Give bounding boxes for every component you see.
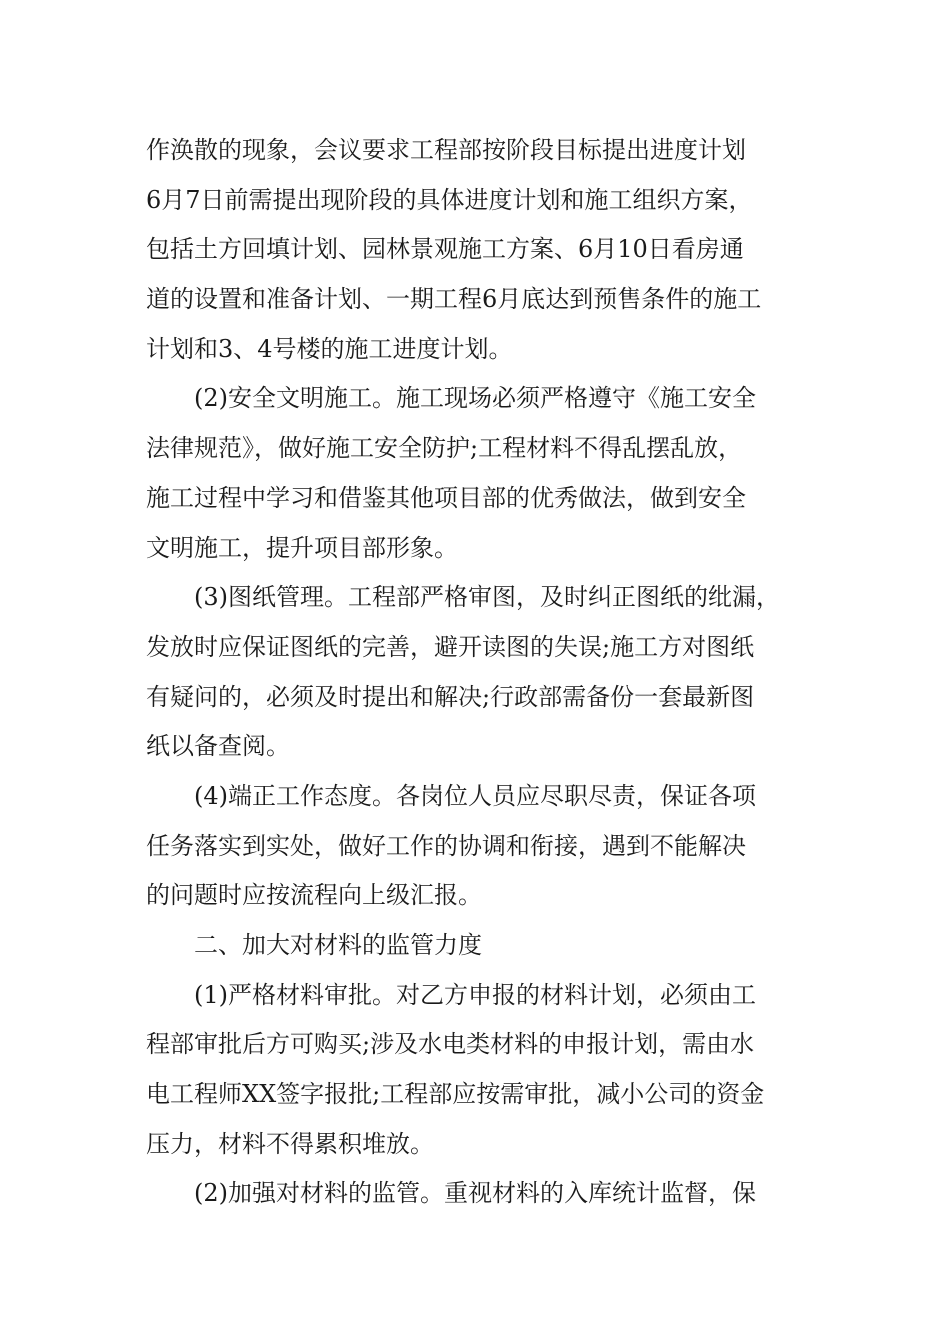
text-line: 施工过程中学习和借鉴其他项目部的优秀做法，做到安全: [146, 483, 746, 512]
text-line: 有疑问的，必须及时提出和解决;行政部需备份一套最新图: [146, 682, 755, 711]
text-line: 道的设置和准备计划、一期工程6月底达到预售条件的施工: [146, 285, 762, 314]
text-line: 任务落实到实处，做好工作的协调和衔接，遇到不能解决: [146, 831, 746, 860]
text-line: 6月7日前需提出现阶段的具体进度计划和施工组织方案，: [146, 185, 753, 214]
text-line: 纸以备查阅。: [146, 732, 290, 761]
paragraph-start-line: (2)安全文明施工。施工现场必须严格遵守《施工安全: [194, 384, 756, 413]
text-line: 计划和3、4号楼的施工进度计划。: [146, 334, 513, 363]
section-heading: 二、加大对材料的监管力度: [194, 931, 482, 959]
text-line: 法律规范》，做好施工安全防护;工程材料不得乱摆乱放，: [146, 434, 743, 463]
paragraph-start-line: (3)图纸管理。工程部严格审图，及时纠正图纸的纰漏，: [194, 583, 780, 612]
text-line: 压力，材料不得累积堆放。: [146, 1129, 434, 1158]
text-line: 文明施工，提升项目部形象。: [146, 533, 458, 562]
document-body: [146, 126, 808, 1219]
text-line: 作涣散的现象，会议要求工程部按阶段目标提出进度计划: [146, 136, 746, 164]
paragraph-start-line: (4)端正工作态度。各岗位人员应尽职尽责，保证各项: [194, 781, 756, 810]
text-line: 电工程师XX签字报批;工程部应按需审批，减小公司的资金: [146, 1080, 765, 1109]
paragraph-start-line: (1)严格材料审批。对乙方申报的材料计划，必须由工: [194, 980, 756, 1009]
text-line: 发放时应保证图纸的完善，避开读图的失误;施工方对图纸: [146, 632, 755, 661]
text-line: 的问题时应按流程向上级汇报。: [146, 881, 482, 910]
text-line: 包括土方回填计划、园林景观施工方案、6月10日看房通: [146, 235, 744, 264]
paragraph-start-line: (2)加强对材料的监管。重视材料的入库统计监督，保: [194, 1179, 756, 1208]
text-line: 程部审批后方可购买;涉及水电类材料的申报计划，需由水: [146, 1030, 755, 1059]
